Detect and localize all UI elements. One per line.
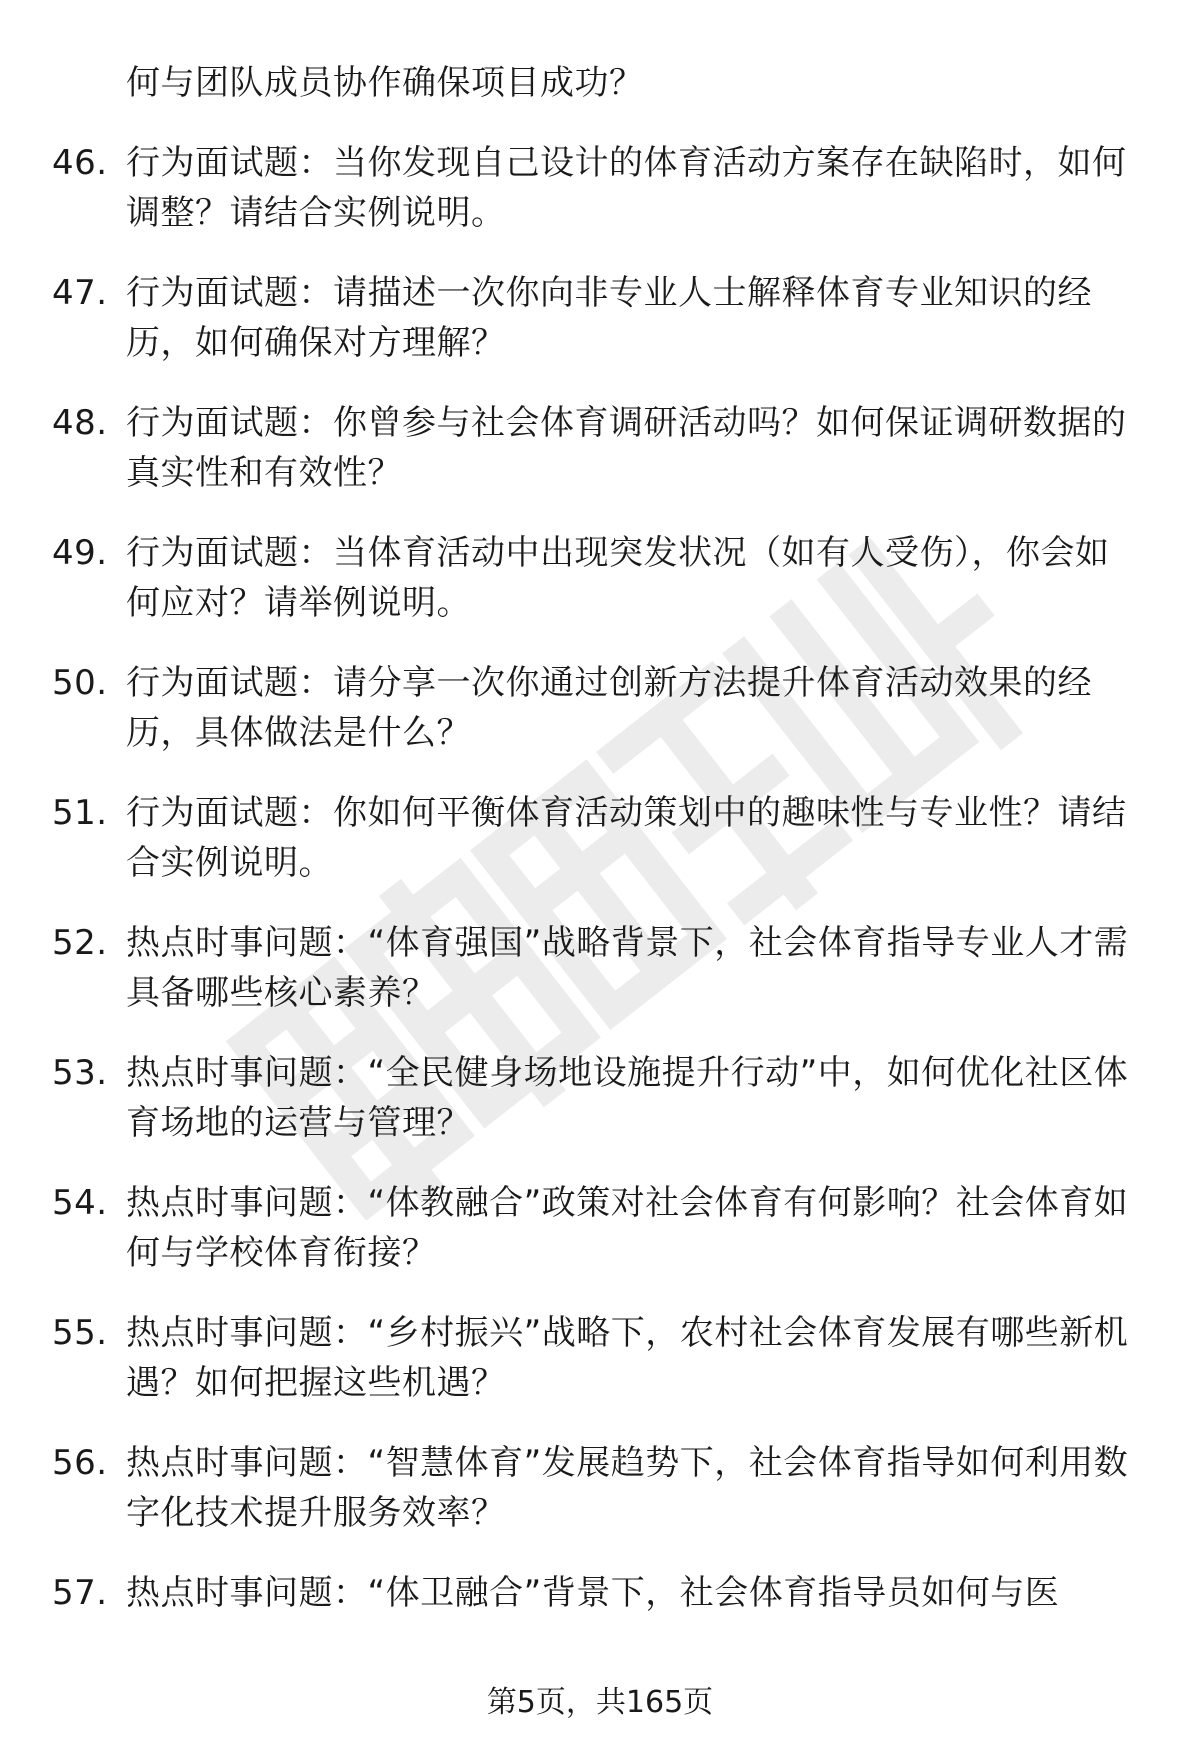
question-number: 49.: [52, 533, 108, 573]
question-item: [52, 268, 1142, 368]
question-number: 55.: [52, 1313, 108, 1353]
question-text: 行为面试题：你如何平衡体育活动策划中的趣味性与专业性？请结合实例说明。: [126, 793, 1127, 883]
question-text: 行为面试题：当体育活动中出现突发状况（如有人受伤），你会如何应对？请举例说明。: [126, 533, 1110, 623]
question-text: 行为面试题：你曾参与社会体育调研活动吗？如何保证调研数据的真实性和有效性？: [126, 403, 1127, 493]
question-item: [52, 788, 1142, 888]
page-number: 第5页，共165页: [486, 1685, 714, 1720]
question-item: [52, 658, 1142, 758]
question-item: [52, 138, 1142, 238]
question-item: [52, 1568, 1142, 1618]
question-item: [52, 918, 1142, 1018]
question-number: 56.: [52, 1443, 108, 1483]
question-item: [52, 1178, 1142, 1278]
question-number: 53.: [52, 1053, 108, 1093]
question-number: 48.: [52, 403, 108, 443]
question-text: 行为面试题：请分享一次你通过创新方法提升体育活动效果的经历，具体做法是什么？: [126, 663, 1092, 753]
question-text: 行为面试题：请描述一次你向非专业人士解释体育专业知识的经历，如何确保对方理解？: [126, 273, 1092, 363]
continued-question-text: 何与团队成员协作确保项目成功？: [126, 63, 644, 103]
question-number: 54.: [52, 1183, 108, 1223]
question-text: 热点时事问题：“全民健身场地设施提升行动”中，如何优化社区体育场地的运营与管理？: [126, 1053, 1129, 1143]
question-number: 57.: [52, 1573, 108, 1613]
question-number: 52.: [52, 923, 108, 963]
question-text: 热点时事问题：“乡村振兴”战略下，农村社会体育发展有哪些新机遇？如何把握这些机遇？: [126, 1313, 1129, 1403]
question-number: 51.: [52, 793, 108, 833]
question-item: [52, 1438, 1142, 1538]
question-item: [52, 1308, 1142, 1408]
question-number: 50.: [52, 663, 108, 703]
question-item: [52, 528, 1142, 628]
question-number: 46.: [52, 143, 108, 183]
question-text: 热点时事问题：“智慧体育”发展趋势下，社会体育指导如何利用数字化技术提升服务效率？: [126, 1443, 1129, 1533]
question-text: 行为面试题：当你发现自己设计的体育活动方案存在缺陷时，如何调整？请结合实例说明。: [126, 143, 1127, 233]
question-text: 热点时事问题：“体教融合”政策对社会体育有何影响？社会体育如何与学校体育衔接？: [126, 1183, 1129, 1273]
question-text: 热点时事问题：“体卫融合”背景下，社会体育指导员如何与医: [126, 1573, 1060, 1613]
question-text: 热点时事问题：“体育强国”战略背景下，社会体育指导专业人才需具备哪些核心素养？: [126, 923, 1129, 1013]
question-item: [52, 1048, 1142, 1148]
question-number: 47.: [52, 273, 108, 313]
question-list: [52, 58, 1142, 1648]
question-item: [52, 398, 1142, 498]
